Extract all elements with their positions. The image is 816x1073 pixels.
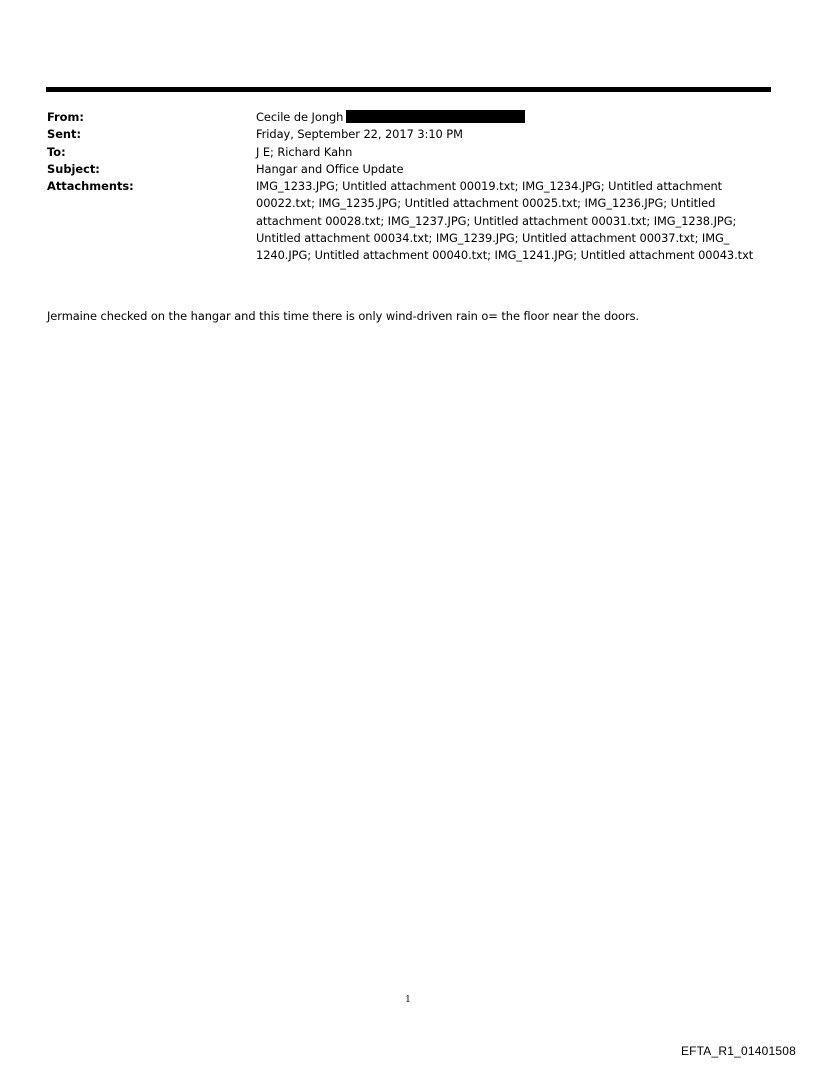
to-label: To: — [47, 144, 66, 159]
sent-value: Friday, September 22, 2017 3:10 PM — [256, 127, 463, 142]
header-divider — [46, 87, 771, 92]
sent-label: Sent: — [47, 127, 82, 142]
attachments-row — [47, 178, 772, 264]
page-number: 1 — [405, 995, 411, 1005]
attachments-line: 1240.JPG; Untitled attachment 00040.txt; IMG_1241.JPG; Untitled attachment 00043.txt — [256, 248, 754, 263]
to-value: J E; Richard Kahn — [256, 144, 353, 159]
attachments-line: IMG_1233.JPG; Untitled attachment 00019.txt; IMG_1234.JPG; Untitled attachment — [256, 179, 723, 194]
redaction-box — [346, 110, 525, 123]
to-row — [47, 144, 772, 161]
email-body: Jermaine checked on the hangar and this time there is only wind-driven rain o= the floor near the doors. — [47, 309, 640, 323]
sent-row — [47, 126, 772, 143]
subject-value: Hangar and Office Update — [256, 161, 404, 176]
document-id: EFTA_R1_01401508 — [680, 1044, 796, 1058]
email-header — [47, 109, 772, 265]
from-value — [256, 109, 772, 126]
sender-name: Cecile de Jongh — [256, 110, 344, 124]
subject-label: Subject: — [47, 161, 100, 176]
attachments-line: attachment 00028.txt; IMG_1237.JPG; Untitled attachment 00031.txt; IMG_1238.JPG; — [256, 213, 737, 228]
attachments-line: 00022.txt; IMG_1235.JPG; Untitled attachment 00025.txt; IMG_1236.JPG; Untitled — [256, 196, 716, 211]
subject-row — [47, 161, 772, 178]
attachments-label: Attachments: — [47, 179, 134, 194]
attachments-value — [256, 178, 772, 264]
attachments-line: Untitled attachment 00034.txt; IMG_1239.JPG; Untitled attachment 00037.txt; IMG_ — [256, 231, 730, 246]
from-row — [47, 109, 772, 126]
from-label: From: — [47, 110, 84, 124]
